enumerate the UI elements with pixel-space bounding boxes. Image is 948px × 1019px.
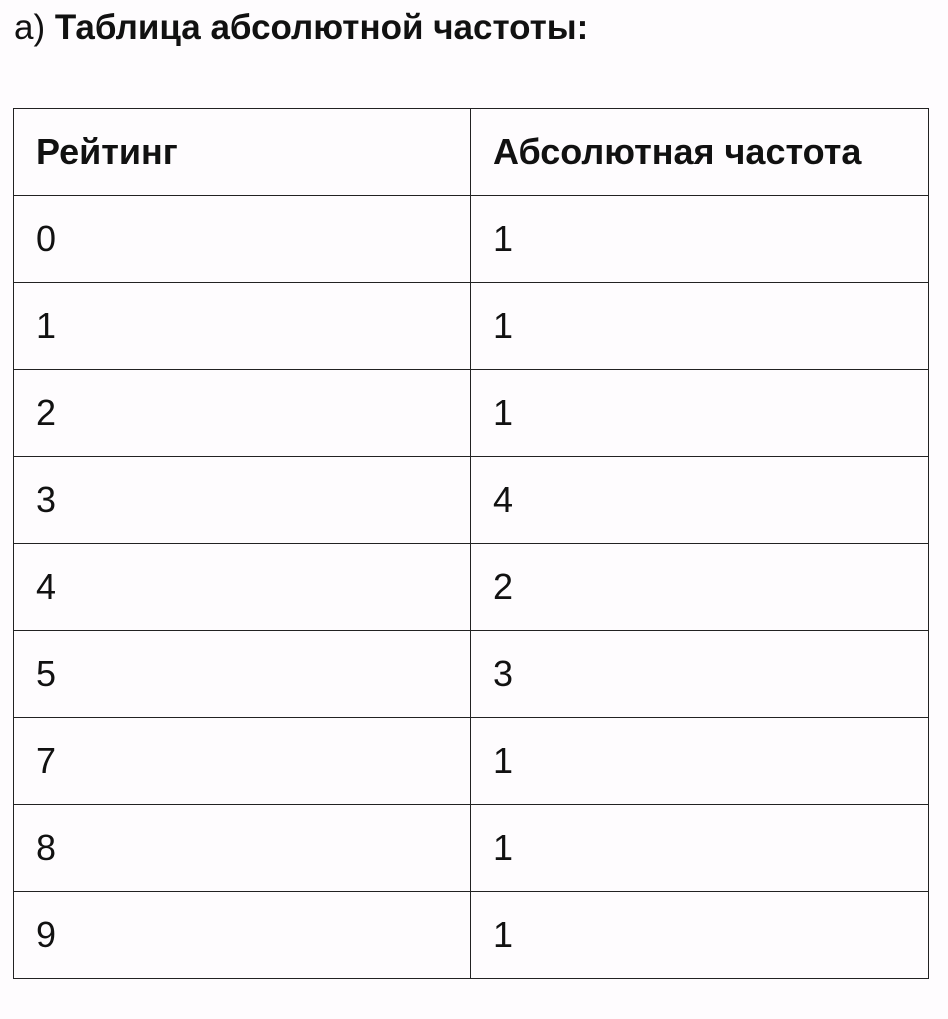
cell-frequency: 1 [471, 370, 929, 457]
column-header-rating: Рейтинг [14, 109, 471, 196]
table-row [14, 892, 929, 979]
section-heading [14, 4, 588, 52]
cell-frequency: 1 [471, 283, 929, 370]
table-header-row [14, 109, 929, 196]
cell-frequency: 4 [471, 457, 929, 544]
column-header-frequency: Абсолютная частота [471, 109, 929, 196]
table-row [14, 370, 929, 457]
cell-frequency: 1 [471, 892, 929, 979]
table-row [14, 196, 929, 283]
table-row [14, 544, 929, 631]
cell-rating: 3 [14, 457, 471, 544]
heading-prefix: а) [14, 8, 46, 47]
cell-rating: 0 [14, 196, 471, 283]
cell-frequency: 1 [471, 718, 929, 805]
cell-rating: 4 [14, 544, 471, 631]
table-row [14, 718, 929, 805]
cell-rating: 8 [14, 805, 471, 892]
table-row [14, 631, 929, 718]
table-body [14, 196, 929, 979]
cell-frequency: 1 [471, 805, 929, 892]
cell-frequency: 3 [471, 631, 929, 718]
cell-rating: 9 [14, 892, 471, 979]
table-row [14, 805, 929, 892]
cell-rating: 7 [14, 718, 471, 805]
cell-frequency: 2 [471, 544, 929, 631]
table-row [14, 457, 929, 544]
frequency-table [13, 108, 929, 979]
cell-rating: 1 [14, 283, 471, 370]
cell-rating: 5 [14, 631, 471, 718]
heading-title: Таблица абсолютной частоты: [54, 8, 589, 47]
cell-frequency: 1 [471, 196, 929, 283]
table-row [14, 283, 929, 370]
cell-rating: 2 [14, 370, 471, 457]
